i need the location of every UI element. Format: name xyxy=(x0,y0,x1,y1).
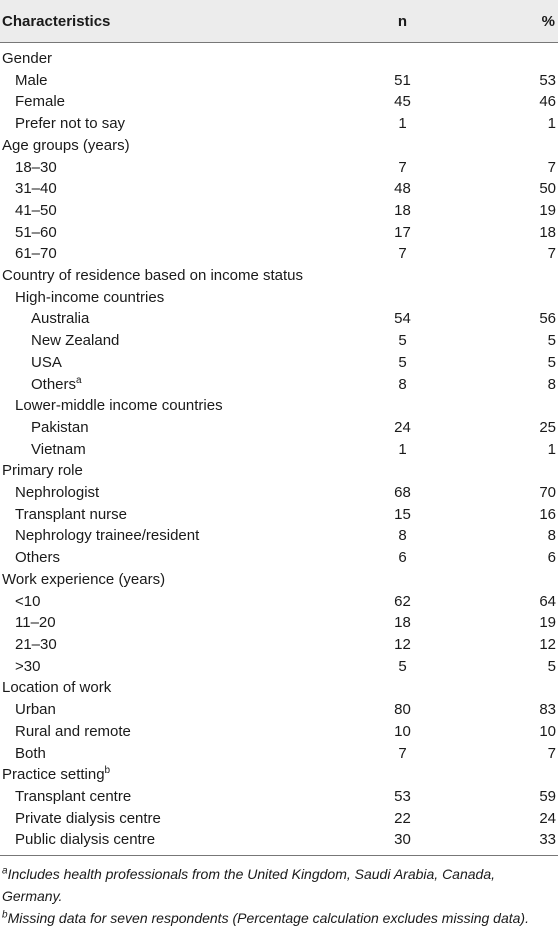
percent-cell: 59 xyxy=(539,787,556,805)
row-label-text: 11–20 xyxy=(15,614,56,632)
row-label-text: Female xyxy=(15,93,66,111)
table-row xyxy=(0,439,558,461)
row-label-text: Nephrologist xyxy=(15,484,100,502)
row-label xyxy=(0,504,345,526)
row-label-text: Gender xyxy=(2,50,53,67)
header-characteristics: Characteristics xyxy=(0,0,345,43)
row-label-text: 61–70 xyxy=(15,245,57,263)
percent-cell: 12 xyxy=(539,635,556,653)
n-cell: 30 xyxy=(345,829,460,855)
row-label xyxy=(0,721,345,743)
row-label-text: <10 xyxy=(15,592,41,610)
category-heading xyxy=(0,135,345,157)
n-cell: 1 xyxy=(398,115,407,133)
n-cell: 51 xyxy=(394,71,411,89)
table-row xyxy=(0,200,558,222)
percent-cell: 25 xyxy=(539,418,556,436)
table-row xyxy=(0,808,558,830)
n-cell: 45 xyxy=(394,93,411,111)
table-row xyxy=(0,222,558,244)
n-cell xyxy=(345,287,460,309)
row-label xyxy=(0,547,345,569)
percent-cell: 5 xyxy=(547,657,556,675)
footnote-b xyxy=(2,907,556,929)
percent-cell xyxy=(460,460,558,482)
n-cell: 17 xyxy=(394,223,411,241)
percent-cell xyxy=(460,135,558,157)
n-cell: 54 xyxy=(394,310,411,328)
n-cell: 48 xyxy=(394,180,411,198)
table-row xyxy=(0,135,558,157)
table-row xyxy=(0,591,558,613)
percent-cell: 5 xyxy=(547,353,556,371)
percent-cell xyxy=(460,287,558,309)
n-cell: 53 xyxy=(394,787,411,805)
row-label xyxy=(0,656,345,678)
footnote-a-text: Includes health professionals from the United Kingdom, Saudi Arabia, Canada, Germany. xyxy=(2,866,495,905)
percent-cell xyxy=(460,677,558,699)
table-row xyxy=(0,91,558,113)
n-cell xyxy=(345,460,460,482)
row-label-text: Age groups (years) xyxy=(2,136,130,154)
row-label xyxy=(0,157,345,179)
row-label-text: Practice setting xyxy=(2,766,105,784)
row-label xyxy=(0,591,345,613)
row-label-text: 18–30 xyxy=(15,158,57,176)
table-header-row xyxy=(0,0,558,43)
n-cell: 22 xyxy=(394,809,411,827)
n-cell: 68 xyxy=(394,484,411,502)
percent-cell: 8 xyxy=(547,527,556,545)
footnote-marker: b xyxy=(104,765,111,777)
sub-row-label xyxy=(0,352,345,374)
category-heading xyxy=(0,677,345,699)
row-label-text: Primary role xyxy=(2,462,83,480)
row-label xyxy=(0,243,345,265)
footnote-a xyxy=(2,863,556,907)
n-cell: 10 xyxy=(394,722,411,740)
percent-cell: 10 xyxy=(539,722,556,740)
table-footnotes xyxy=(0,856,558,929)
table-row xyxy=(0,829,558,855)
row-label xyxy=(0,395,345,417)
n-cell: 24 xyxy=(394,418,411,436)
percent-cell: 16 xyxy=(539,505,556,523)
row-label xyxy=(0,634,345,656)
table-body xyxy=(0,43,558,856)
row-label-text: Public dialysis centre xyxy=(15,831,156,849)
percent-cell: 53 xyxy=(539,71,556,89)
n-cell: 5 xyxy=(398,657,407,675)
n-cell: 18 xyxy=(394,201,411,219)
table-row xyxy=(0,569,558,591)
table-row xyxy=(0,70,558,92)
table-row xyxy=(0,417,558,439)
n-cell: 7 xyxy=(398,158,407,176)
n-cell: 5 xyxy=(398,353,407,371)
percent-cell: 7 xyxy=(547,158,556,176)
row-label-text: High-income countries xyxy=(15,288,165,306)
n-cell xyxy=(345,764,460,786)
row-label xyxy=(0,91,345,113)
percent-cell xyxy=(460,395,558,417)
row-label-text: 31–40 xyxy=(15,180,57,198)
sub-row-label xyxy=(0,330,345,352)
row-label-text: Pakistan xyxy=(31,418,89,436)
row-label xyxy=(0,482,345,504)
n-cell: 18 xyxy=(394,614,411,632)
n-cell xyxy=(345,677,460,699)
row-label-text: Others xyxy=(31,375,77,393)
row-label-text: New Zealand xyxy=(31,332,120,350)
sub-row-label xyxy=(0,374,345,396)
row-label-text: Nephrology trainee/resident xyxy=(15,527,200,545)
footnote-marker: a xyxy=(76,374,82,386)
table-row xyxy=(0,547,558,569)
row-label xyxy=(0,222,345,244)
header-percent: % xyxy=(460,0,558,43)
row-label-text: Rural and remote xyxy=(15,722,131,740)
table-row xyxy=(0,721,558,743)
category-heading xyxy=(0,460,345,482)
row-label xyxy=(0,612,345,634)
n-cell: 12 xyxy=(394,635,411,653)
n-cell: 6 xyxy=(398,549,407,567)
row-label-text: Urban xyxy=(15,701,56,719)
row-label xyxy=(0,287,345,309)
n-cell xyxy=(345,569,460,591)
percent-cell: 18 xyxy=(539,223,556,241)
table-row xyxy=(0,677,558,699)
table-row xyxy=(0,634,558,656)
table-row xyxy=(0,395,558,417)
table-row xyxy=(0,743,558,765)
row-label-text: Vietnam xyxy=(31,440,86,458)
percent-cell: 64 xyxy=(539,592,556,610)
row-label xyxy=(0,200,345,222)
percent-cell: 1 xyxy=(547,115,556,133)
row-label xyxy=(0,113,345,135)
percent-cell: 33 xyxy=(460,829,558,855)
row-label xyxy=(0,808,345,830)
row-label-text: USA xyxy=(31,353,62,371)
row-label xyxy=(0,829,345,855)
n-cell xyxy=(345,395,460,417)
percent-cell xyxy=(460,43,558,70)
percent-cell: 19 xyxy=(539,614,556,632)
table-row xyxy=(0,178,558,200)
percent-cell: 7 xyxy=(547,744,556,762)
percent-cell: 70 xyxy=(539,484,556,502)
row-label-text: 51–60 xyxy=(15,223,57,241)
table-row xyxy=(0,504,558,526)
category-heading xyxy=(0,43,345,70)
row-label xyxy=(0,743,345,765)
row-label-text: >30 xyxy=(15,657,41,675)
table-row xyxy=(0,243,558,265)
footnote-b-mark: b xyxy=(2,909,8,921)
table-row xyxy=(0,113,558,135)
table-row xyxy=(0,352,558,374)
n-cell xyxy=(345,43,460,70)
row-label-text: 41–50 xyxy=(15,201,57,219)
row-label xyxy=(0,786,345,808)
category-heading xyxy=(0,265,345,287)
n-cell xyxy=(345,135,460,157)
table-row xyxy=(0,525,558,547)
n-cell: 7 xyxy=(398,744,407,762)
row-label-text: Australia xyxy=(31,310,90,328)
row-label-text: Country of residence based on income status xyxy=(2,267,304,285)
table-row xyxy=(0,699,558,721)
percent-cell xyxy=(460,764,558,786)
percent-cell: 83 xyxy=(539,701,556,719)
percent-cell: 1 xyxy=(547,440,556,458)
n-cell: 7 xyxy=(398,245,407,263)
percent-cell: 24 xyxy=(539,809,556,827)
percent-cell xyxy=(460,569,558,591)
percent-cell xyxy=(460,265,558,287)
row-label-text: Transplant nurse xyxy=(15,505,128,523)
n-cell: 62 xyxy=(394,592,411,610)
footnote-b-text: Missing data for seven respondents (Percentage calculation excludes missing data). xyxy=(7,910,529,927)
row-label-text: Lower-middle income countries xyxy=(15,397,223,415)
percent-cell: 7 xyxy=(547,245,556,263)
sub-row-label xyxy=(0,417,345,439)
percent-cell: 6 xyxy=(547,549,556,567)
row-label xyxy=(0,699,345,721)
table-row xyxy=(0,287,558,309)
row-label xyxy=(0,525,345,547)
table-row xyxy=(0,330,558,352)
n-cell: 1 xyxy=(398,440,407,458)
table-row xyxy=(0,656,558,678)
table-row xyxy=(0,374,558,396)
n-cell: 8 xyxy=(398,375,407,393)
row-label xyxy=(0,70,345,92)
table-row xyxy=(0,43,558,70)
n-cell xyxy=(345,265,460,287)
row-label-text: Location of work xyxy=(2,679,112,697)
sub-row-label xyxy=(0,439,345,461)
sub-row-label xyxy=(0,308,345,330)
footnote-a-mark: a xyxy=(2,865,8,877)
row-label-text: Private dialysis centre xyxy=(15,809,161,827)
row-label-text: Work experience (years) xyxy=(2,570,166,588)
table-row xyxy=(0,460,558,482)
percent-cell: 50 xyxy=(539,180,556,198)
percent-cell: 5 xyxy=(547,332,556,350)
table-row xyxy=(0,265,558,287)
row-label xyxy=(0,178,345,200)
table-row xyxy=(0,612,558,634)
n-cell: 80 xyxy=(394,701,411,719)
table-row xyxy=(0,764,558,786)
row-label-text: Others xyxy=(15,549,61,567)
table-row xyxy=(0,157,558,179)
n-cell: 15 xyxy=(394,505,411,523)
category-heading xyxy=(0,569,345,591)
n-cell: 5 xyxy=(398,332,407,350)
row-label-text: Male xyxy=(15,71,48,89)
header-n: n xyxy=(345,0,460,43)
row-label-text: Transplant centre xyxy=(15,787,132,805)
n-cell: 8 xyxy=(398,527,407,545)
table-row xyxy=(0,308,558,330)
row-label-text: Both xyxy=(15,744,46,762)
percent-cell: 46 xyxy=(539,93,556,111)
table-row xyxy=(0,786,558,808)
row-label-text: 21–30 xyxy=(15,635,57,653)
row-label-text: Prefer not to say xyxy=(15,115,126,133)
percent-cell: 19 xyxy=(539,201,556,219)
table-row xyxy=(0,482,558,504)
category-heading xyxy=(0,764,345,786)
percent-cell: 8 xyxy=(547,375,556,393)
percent-cell: 56 xyxy=(539,310,556,328)
